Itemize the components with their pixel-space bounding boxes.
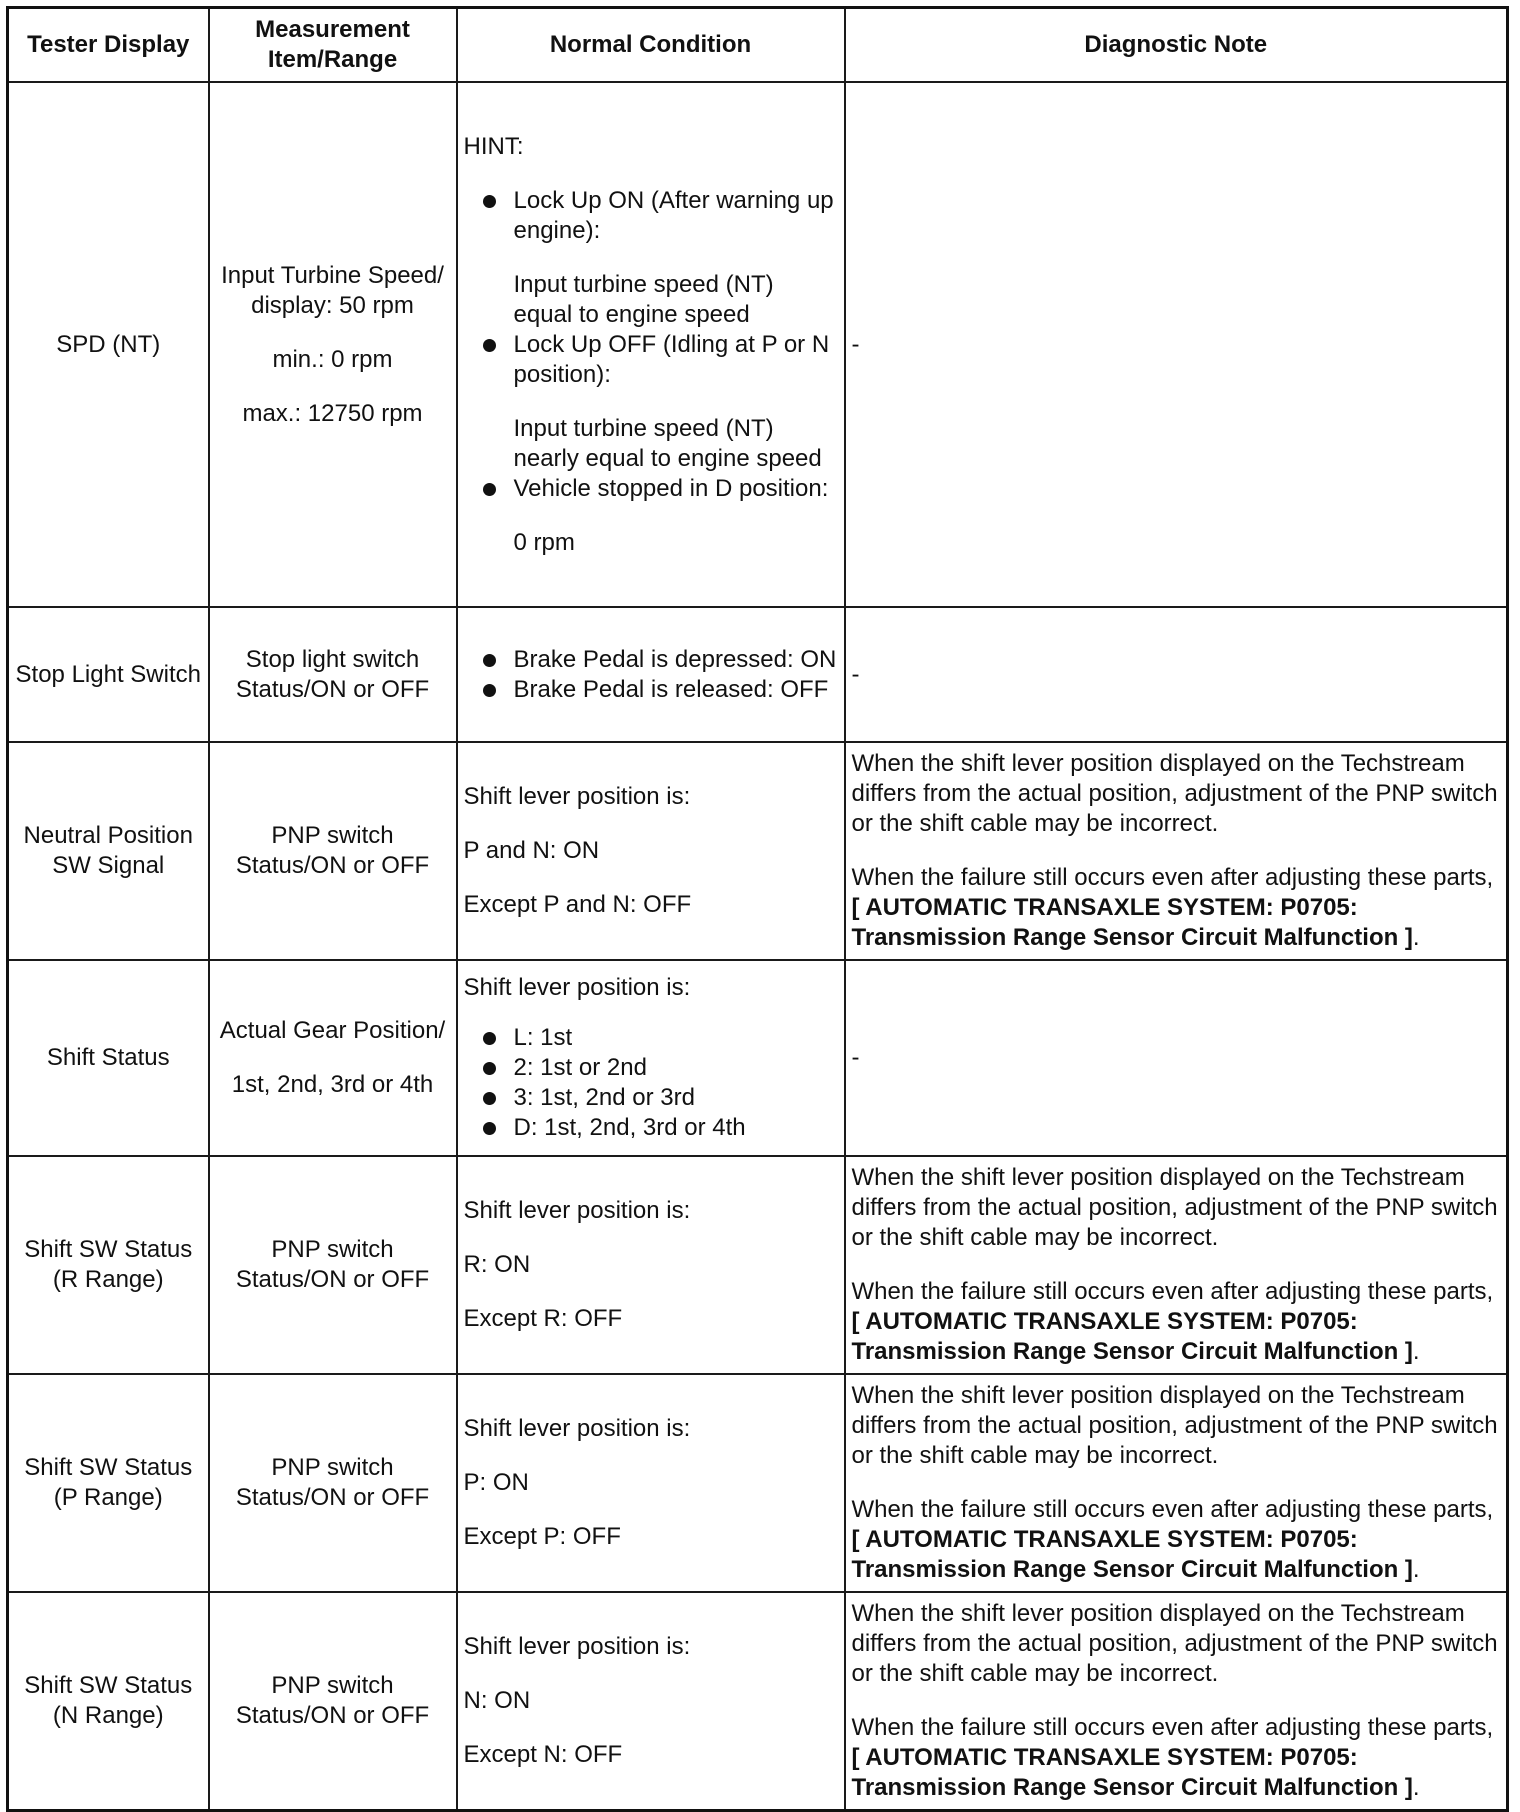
condition-detail: Input turbine speed (NT) equal to engine speed bbox=[513, 270, 774, 328]
condition-text: Except N: OFF bbox=[463, 1740, 623, 1768]
measurement-cell bbox=[209, 82, 457, 607]
tester-display-cell: Shift Status bbox=[8, 960, 209, 1156]
table-row bbox=[8, 742, 1508, 960]
note-text: When the failure still occurs even after adjusting these parts, bbox=[851, 864, 1494, 891]
condition-text: Except P: OFF bbox=[463, 1523, 621, 1550]
condition-text: Shift lever position is: bbox=[463, 974, 691, 1001]
condition-bullet bbox=[464, 1083, 838, 1113]
table-row bbox=[8, 1374, 1508, 1592]
reference-link[interactable]: [ AUTOMATIC TRANSAXLE SYSTEM: P0705: Transmission Range Sensor Circuit Malfunction ] bbox=[851, 1526, 1413, 1583]
condition-text: Shift lever position is: bbox=[463, 1632, 691, 1660]
measurement-cell: PNP switch Status/ON or OFF bbox=[209, 1156, 457, 1374]
condition-text: Shift lever position is: bbox=[463, 1197, 691, 1224]
diagnostic-note-cell: - bbox=[845, 607, 1508, 742]
condition-bullet bbox=[464, 645, 838, 675]
normal-condition-cell bbox=[457, 607, 845, 742]
condition-bullet bbox=[464, 474, 838, 504]
condition-detail: 0 rpm bbox=[513, 528, 575, 556]
condition-text: 2: 1st or 2nd bbox=[513, 1054, 647, 1081]
condition-text: D: 1st, 2nd, 3rd or 4th bbox=[513, 1114, 746, 1141]
note-text: When the failure still occurs even after adjusting these parts, bbox=[851, 1496, 1494, 1523]
measurement-line: Input Turbine Speed/ display: 50 rpm bbox=[221, 261, 444, 319]
table-row bbox=[8, 1592, 1508, 1810]
condition-text: N: ON bbox=[463, 1686, 531, 1714]
condition-list bbox=[464, 645, 838, 705]
note-paragraph bbox=[852, 863, 1501, 953]
note-paragraph: When the shift lever position displayed on the Techstream differs from the actual position, adjustment of the PNP switch or the shift cable may be incorrect. bbox=[851, 750, 1498, 837]
normal-condition-cell bbox=[457, 742, 845, 960]
measurement-cell bbox=[209, 960, 457, 1156]
normal-condition-cell bbox=[457, 1156, 845, 1374]
condition-text: Except P and N: OFF bbox=[463, 891, 692, 918]
header-row bbox=[8, 8, 1508, 83]
note-paragraph bbox=[852, 1277, 1501, 1367]
normal-condition-cell bbox=[457, 960, 845, 1156]
tester-display-cell: Shift SW Status (P Range) bbox=[8, 1374, 209, 1592]
condition-bullet bbox=[464, 1053, 838, 1083]
condition-list bbox=[464, 186, 838, 246]
condition-text: R: ON bbox=[463, 1251, 531, 1278]
condition-text: Brake Pedal is depressed: ON bbox=[513, 645, 837, 673]
note-text: . bbox=[1412, 1556, 1420, 1583]
condition-bullet bbox=[464, 1023, 838, 1053]
condition-bullet bbox=[464, 675, 838, 705]
note-paragraph: When the shift lever position displayed on the Techstream differs from the actual position, adjustment of the PNP switch or the shift cable may be incorrect. bbox=[851, 1382, 1498, 1469]
tester-display-cell: SPD (NT) bbox=[8, 82, 209, 607]
measurement-cell: Stop light switch Status/ON or OFF bbox=[209, 607, 457, 742]
measurement-cell: PNP switch Status/ON or OFF bbox=[209, 1374, 457, 1592]
diagnostic-note-cell bbox=[845, 742, 1508, 960]
header-measurement-line2: Item/Range bbox=[267, 46, 398, 73]
note-text: When the failure still occurs even after adjusting these parts, bbox=[851, 1713, 1494, 1741]
note-text: . bbox=[1412, 1773, 1420, 1801]
condition-text: P: ON bbox=[463, 1469, 529, 1496]
reference-link[interactable]: [ AUTOMATIC TRANSAXLE SYSTEM: P0705: Transmission Range Sensor Circuit Malfunction ] bbox=[851, 1308, 1413, 1365]
diagnostic-note-cell bbox=[845, 1156, 1508, 1374]
tester-display-cell: Neutral Position SW Signal bbox=[8, 742, 209, 960]
condition-bullet bbox=[464, 186, 838, 246]
diagnostic-note-cell: - bbox=[845, 960, 1508, 1156]
header-measurement-line1: Measurement bbox=[255, 16, 410, 43]
tester-display-cell: Shift SW Status (R Range) bbox=[8, 1156, 209, 1374]
condition-text: P and N: ON bbox=[463, 837, 600, 864]
condition-text: Lock Up OFF (Idling at P or N position): bbox=[513, 330, 830, 388]
note-text: . bbox=[1412, 924, 1420, 951]
condition-list bbox=[464, 1023, 838, 1143]
reference-link[interactable]: [ AUTOMATIC TRANSAXLE SYSTEM: P0705: Transmission Range Sensor Circuit Malfunction ] bbox=[851, 894, 1413, 951]
condition-list bbox=[464, 474, 838, 504]
normal-condition-cell bbox=[457, 1374, 845, 1592]
condition-text: Brake Pedal is released: OFF bbox=[513, 675, 829, 703]
note-text: . bbox=[1412, 1338, 1420, 1365]
condition-text: Except R: OFF bbox=[463, 1305, 623, 1332]
condition-list bbox=[464, 330, 838, 390]
diagnostic-note-cell bbox=[845, 1592, 1508, 1810]
note-paragraph: When the shift lever position displayed on the Techstream differs from the actual position, adjustment of the PNP switch or the shift cable may be incorrect. bbox=[851, 1599, 1498, 1687]
data-list-table bbox=[6, 6, 1509, 1812]
note-paragraph bbox=[852, 1495, 1501, 1585]
measurement-line: Actual Gear Position/ bbox=[219, 1017, 446, 1044]
header-tester-display: Tester Display bbox=[8, 8, 209, 83]
normal-condition-cell bbox=[457, 82, 845, 607]
header-diagnostic-note: Diagnostic Note bbox=[845, 8, 1508, 83]
measurement-line: max.: 12750 rpm bbox=[242, 399, 423, 427]
condition-text: Shift lever position is: bbox=[463, 1415, 691, 1442]
measurement-cell: PNP switch Status/ON or OFF bbox=[209, 742, 457, 960]
condition-text: Lock Up ON (After warning up engine): bbox=[513, 186, 834, 244]
note-text: When the failure still occurs even after adjusting these parts, bbox=[851, 1278, 1494, 1305]
condition-bullet bbox=[464, 330, 838, 390]
note-paragraph bbox=[852, 1713, 1501, 1803]
table-row bbox=[8, 82, 1508, 607]
note-paragraph: When the shift lever position displayed on the Techstream differs from the actual position, adjustment of the PNP switch or the shift cable may be incorrect. bbox=[851, 1164, 1498, 1251]
tester-display-cell: Stop Light Switch bbox=[8, 607, 209, 742]
table-row bbox=[8, 960, 1508, 1156]
condition-text: Vehicle stopped in D position: bbox=[513, 474, 829, 502]
diagnostic-note-cell: - bbox=[845, 82, 1508, 607]
reference-link[interactable]: [ AUTOMATIC TRANSAXLE SYSTEM: P0705: Transmission Range Sensor Circuit Malfunction ] bbox=[851, 1743, 1413, 1801]
header-measurement bbox=[209, 8, 457, 83]
condition-text: Shift lever position is: bbox=[463, 783, 691, 810]
measurement-line: 1st, 2nd, 3rd or 4th bbox=[231, 1071, 434, 1098]
condition-text: L: 1st bbox=[513, 1024, 573, 1051]
condition-detail: Input turbine speed (NT) nearly equal to engine speed bbox=[513, 414, 822, 472]
measurement-line: min.: 0 rpm bbox=[272, 345, 393, 373]
condition-bullet bbox=[464, 1113, 838, 1143]
measurement-cell: PNP switch Status/ON or OFF bbox=[209, 1592, 457, 1810]
header-normal-condition: Normal Condition bbox=[457, 8, 845, 83]
table-row bbox=[8, 607, 1508, 742]
table-row bbox=[8, 1156, 1508, 1374]
tester-display-cell: Shift SW Status (N Range) bbox=[8, 1592, 209, 1810]
normal-condition-cell bbox=[457, 1592, 845, 1810]
diagnostic-note-cell bbox=[845, 1374, 1508, 1592]
hint-label: HINT: bbox=[463, 132, 524, 160]
condition-text: 3: 1st, 2nd or 3rd bbox=[513, 1084, 695, 1111]
